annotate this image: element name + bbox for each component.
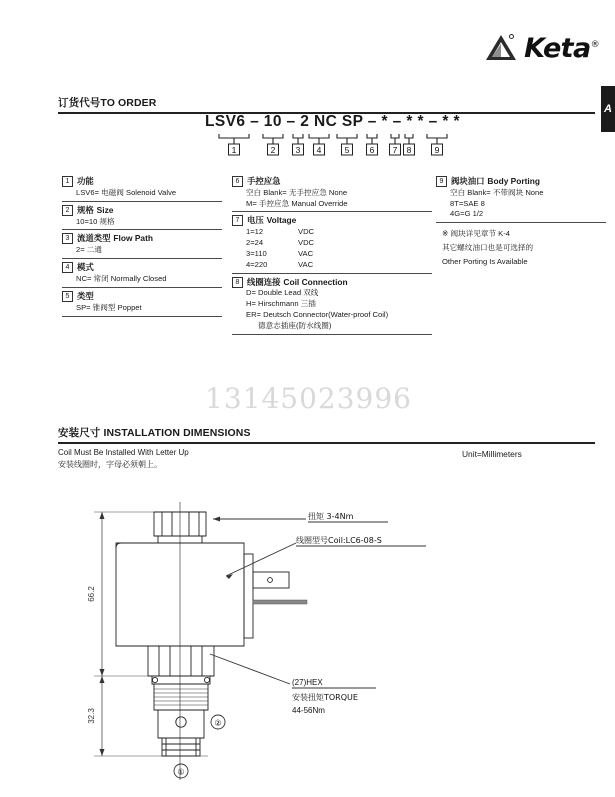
- spec-num-2: 2: [62, 205, 73, 216]
- spec-column-1: [62, 176, 222, 320]
- spec-option-9-1: 8T=SAE 8: [450, 198, 485, 208]
- bracket-num-4: 4: [316, 144, 322, 155]
- registered-mark: ®: [590, 39, 599, 50]
- to-order-heading: [58, 95, 595, 114]
- installation-heading-cn: 安装尺寸: [58, 427, 101, 439]
- spec-option-4-0: NC= 常闭 Normally Closed: [76, 274, 167, 284]
- torque-label-cn: 安装扭矩TORQUE: [292, 693, 358, 702]
- bracket-num-1: 1: [231, 144, 237, 155]
- spec-option-8-1: H= Hirschmann 三插: [246, 299, 316, 309]
- voltage-code-2: 3=110: [246, 248, 267, 258]
- voltage-type-3: VAC: [298, 259, 314, 269]
- voltage-type-1: VDC: [298, 238, 315, 248]
- order-code-brackets: [205, 133, 475, 157]
- bracket-num-9: 9: [434, 144, 440, 155]
- spec-item-8: [232, 277, 432, 335]
- spec-item-5: [62, 291, 222, 317]
- spec-num-9: 9: [436, 176, 447, 187]
- spec-option-2-0: 10=10 规格: [76, 216, 115, 226]
- porting-note-1: 其它螺纹油口也是可选择的: [442, 243, 534, 253]
- spec-title-cn-9: 阀块油口: [451, 176, 485, 186]
- brand-logo: [485, 33, 599, 63]
- spec-option-5-0: SP= 锥阀型 Poppet: [76, 302, 142, 312]
- bracket-num-7: 7: [392, 144, 398, 155]
- voltage-code-3: 4=220: [246, 259, 268, 269]
- unit-note: Unit=Millimeters: [462, 449, 522, 459]
- spec-option-8-0: D= Double Lead 双线: [246, 288, 319, 298]
- spec-num-7: 7: [232, 215, 243, 226]
- spec-option-6-1: M= 手控应急 Manual Override: [246, 198, 348, 208]
- dimension-cartridge-height: 32.3: [87, 708, 96, 724]
- spec-option-1-0: LSV6= 电磁阀 Solenoid Valve: [76, 187, 177, 197]
- spec-title-cn-1: 功能: [77, 176, 94, 186]
- spec-option-9-0: 空白 Blank= 不带阀块 None: [450, 187, 544, 197]
- spec-item-7: [232, 215, 432, 273]
- port-label-2: ②: [214, 718, 222, 728]
- spec-num-4: 4: [62, 262, 73, 273]
- spec-item-6: [232, 176, 432, 212]
- spec-option-8-2: ER= Deutsch Connector(Water-proof Coil): [246, 310, 389, 320]
- spec-option-3-0: 2= 二通: [76, 245, 102, 255]
- spec-title-cn-8: 线圈连接: [247, 276, 281, 287]
- spec-option-9-2: 4G=G 1/2: [450, 209, 484, 219]
- bracket-num-3: 3: [295, 144, 301, 155]
- porting-note-0: ※ 阀块详见章节 K-4: [442, 229, 510, 239]
- coil-note-cn: 安装线圈时，字母必须朝上。: [58, 460, 162, 469]
- spec-option-6-0: 空白 Blank= 无手控应急 None: [246, 187, 348, 197]
- dimension-total-height: 66.2: [87, 586, 96, 602]
- spec-num-5: 5: [62, 291, 73, 302]
- bracket-num-5: 5: [344, 144, 350, 155]
- coil-note-en: Coil Must Be Installed With Letter Up: [58, 448, 189, 457]
- spec-item-9: [436, 176, 606, 223]
- torque-label-value: 44-56Nm: [292, 706, 325, 715]
- coil-model-label: 线圈型号Coil:LC6-08-S: [296, 536, 382, 545]
- spec-num-3: 3: [62, 233, 73, 244]
- spec-title-en-8: Coil Connection: [283, 276, 348, 287]
- voltage-type-0: VDC: [298, 227, 315, 237]
- installation-heading: [58, 425, 595, 444]
- brand-name: Keta®: [524, 32, 599, 64]
- bracket-num-2: 2: [270, 144, 276, 155]
- coil-install-note: [58, 447, 189, 471]
- spec-num-1: 1: [62, 176, 73, 187]
- triangle-mark-icon: [485, 33, 519, 63]
- bracket-num-6: 6: [369, 144, 375, 155]
- spec-title-en-7: Voltage: [266, 215, 297, 226]
- voltage-row: [232, 227, 432, 238]
- to-order-heading-en: TO ORDER: [100, 97, 157, 109]
- spec-item-4: [62, 262, 222, 288]
- spec-title-cn-2: 规格: [77, 204, 94, 215]
- spec-column-3: [436, 176, 606, 268]
- spec-title-en-2: Size: [96, 204, 114, 215]
- voltage-row: [232, 238, 432, 249]
- voltage-code-0: 1=12: [246, 227, 264, 237]
- bracket-num-8: 8: [406, 144, 412, 155]
- spec-num-8: 8: [232, 277, 243, 288]
- voltage-row: [232, 260, 432, 271]
- voltage-code-1: 2=24: [246, 238, 264, 248]
- spec-title-en-9: Body Porting: [487, 176, 540, 186]
- spec-item-3: [62, 233, 222, 259]
- installation-heading-en: INSTALLATION DIMENSIONS: [103, 427, 251, 439]
- port-label-1: ①: [177, 767, 185, 777]
- spec-title-cn-6: 手控应急: [247, 176, 281, 186]
- spec-title-cn-4: 模式: [77, 262, 94, 273]
- spec-title-cn-5: 类型: [77, 290, 94, 301]
- voltage-type-2: VAC: [298, 248, 314, 258]
- spec-title-cn-3: 流道类型: [77, 233, 111, 244]
- to-order-heading-cn: 订货代号: [58, 97, 101, 109]
- torque-top-label: 扭矩 3-4Nm: [308, 512, 354, 521]
- spec-item-2: [62, 205, 222, 231]
- valve-dimension-drawing: [58, 488, 478, 788]
- spec-option-8-3: 德意志插座(防水线圈): [258, 320, 332, 330]
- spec-num-6: 6: [232, 176, 243, 187]
- spec-item-1: [62, 176, 222, 202]
- page-edge-tab: A: [601, 86, 615, 132]
- hex-label: (27)HEX: [292, 678, 323, 687]
- voltage-row: [232, 249, 432, 260]
- watermark: 13145023996: [205, 382, 412, 415]
- spec-title-cn-7: 电压: [247, 215, 264, 226]
- porting-note-2: Other Porting Is Available: [442, 256, 528, 266]
- order-code-string: LSV6 – 10 – 2 NC SP – * – * * – * *: [205, 113, 460, 130]
- spec-title-en-3: Flow Path: [113, 233, 153, 244]
- spec-column-2: [232, 176, 432, 338]
